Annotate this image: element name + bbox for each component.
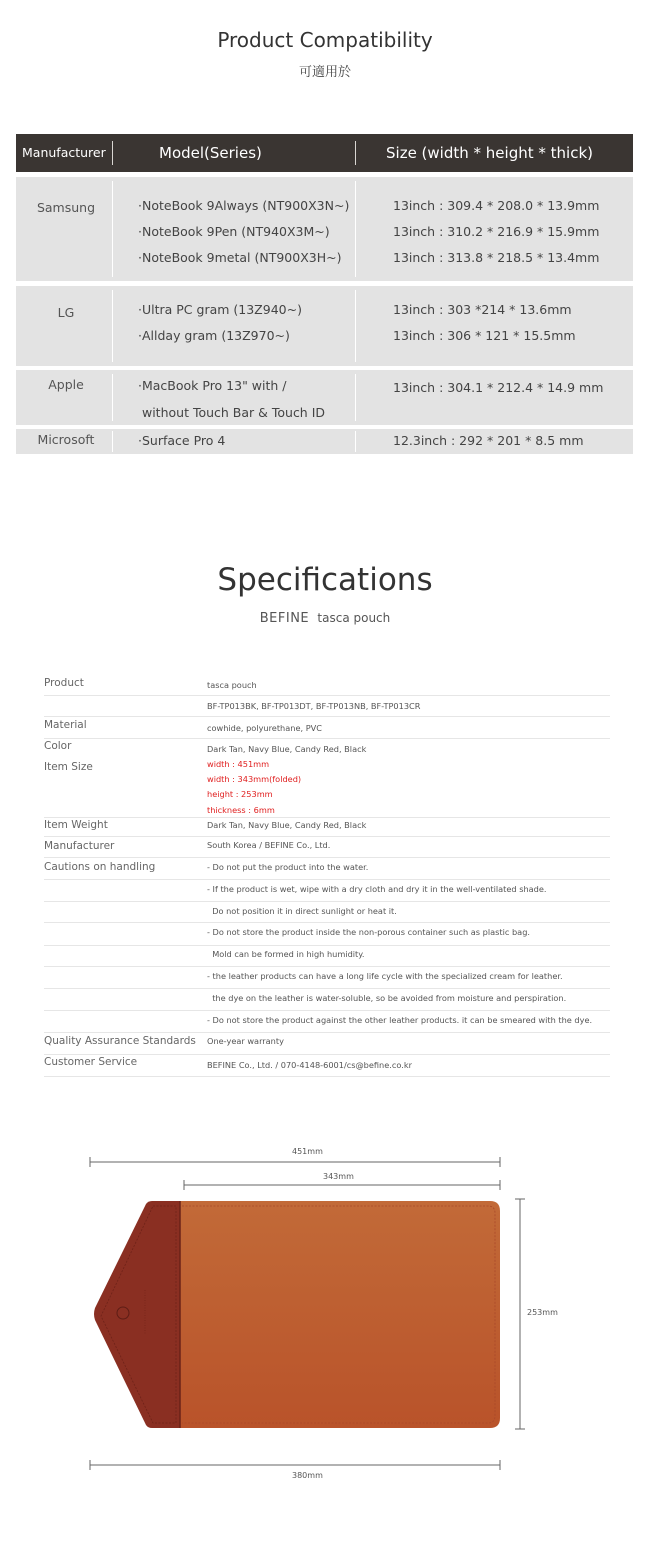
header-size: Size (width * height * thick) — [386, 144, 593, 162]
spec-value: BEFINE Co., Ltd. / 070-4148-6001/cs@befine.co.kr — [207, 1060, 412, 1070]
spec-value: tasca pouch — [207, 680, 257, 690]
size-item: 13inch : 310.2 * 216.9 * 15.9mm — [393, 224, 600, 239]
spec-label: Item Weight — [44, 819, 108, 831]
compat-title: Product Compatibility — [217, 28, 433, 52]
spec-row-models — [44, 696, 610, 717]
spec-row-caution — [44, 902, 610, 923]
spec-row-qa — [44, 1033, 610, 1055]
model-item: ·NoteBook 9metal (NT900X3H~) — [138, 250, 342, 265]
model-item: ·NoteBook 9Always (NT900X3N~) — [138, 198, 350, 213]
header-divider — [112, 141, 113, 165]
size-item: 13inch : 306 * 121 * 15.5mm — [393, 328, 576, 343]
caution-text: Mold can be formed in high humidity. — [207, 949, 365, 959]
spec-value-size: height : 253mm — [207, 789, 273, 799]
size-item: 13inch : 303 *214 * 13.6mm — [393, 302, 572, 317]
column-divider — [355, 431, 356, 452]
model-item: without Touch Bar & Touch ID — [138, 405, 326, 420]
manufacturer-name: Microsoft — [37, 432, 95, 447]
spec-value-size: width : 451mm — [207, 759, 270, 769]
spec-row-caution — [44, 967, 610, 989]
spec-value: cowhide, polyurethane, PVC — [207, 723, 322, 733]
spec-value-size: thickness : 6mm — [207, 805, 275, 815]
spec-label: Cautions on handling — [44, 861, 156, 873]
compat-group-apple — [16, 370, 633, 425]
manufacturer-name: Apple — [48, 377, 84, 392]
dim-label-full-width: 451mm — [292, 1147, 323, 1156]
spec-value: South Korea / BEFINE Co., Ltd. — [207, 840, 331, 850]
spec-subtitle — [0, 611, 650, 626]
spec-value: Dark Tan, Navy Blue, Candy Red, Black — [207, 820, 367, 830]
caution-text: the dye on the leather is water-soluble, so be avoided from moisture and perspiration. — [207, 993, 567, 1003]
manufacturer-name: Samsung — [36, 200, 96, 215]
caution-text: - Do not store the product inside the non-porous container such as plastic bag. — [207, 927, 530, 937]
model-item: ·MacBook Pro 13" with / — [138, 378, 287, 393]
spec-row-customer-service — [44, 1055, 610, 1077]
model-item: ·Allday gram (13Z970~) — [138, 328, 290, 343]
caution-text: Do not position it in direct sunlight or heat it. — [207, 906, 397, 916]
spec-row-caution — [44, 858, 610, 880]
spec-row-weight — [44, 818, 610, 837]
header-divider — [355, 141, 356, 165]
caution-text: - If the product is wet, wipe with a dry cloth and dry it in the well-ventilated shade. — [207, 884, 547, 894]
caution-text: - Do not store the product against the other leather products. it can be smeared with the dye. — [207, 1015, 593, 1025]
spec-label: Color — [44, 740, 72, 752]
manufacturer-name: LG — [57, 305, 75, 320]
compat-subtitle: 可適用於 — [298, 65, 351, 80]
compat-group-lg — [16, 286, 633, 366]
spec-row-caution — [44, 1011, 610, 1033]
spec-label: Material — [44, 719, 87, 731]
pouch-body — [176, 1201, 500, 1428]
spec-row-manufacturer — [44, 837, 610, 858]
header-manufacturer: Manufacturer — [22, 145, 106, 160]
column-divider — [355, 290, 356, 362]
spec-label: Item Size — [44, 761, 93, 773]
spec-row-caution — [44, 880, 610, 902]
compat-group-microsoft — [16, 429, 633, 454]
spec-label: Manufacturer — [44, 840, 115, 852]
spec-row-color-size — [44, 739, 610, 818]
spec-row-caution — [44, 923, 610, 946]
size-item: 13inch : 309.4 * 208.0 * 13.9mm — [393, 198, 600, 213]
compat-table-header — [16, 134, 633, 172]
pouch-flap — [94, 1201, 180, 1428]
spec-row-product — [44, 674, 610, 696]
spec-title: Specifications — [217, 562, 433, 598]
brand-name: BEFINE — [259, 611, 310, 626]
spec-label: Customer Service — [44, 1056, 138, 1068]
column-divider — [355, 181, 356, 277]
column-divider — [112, 181, 113, 277]
pouch-diagram — [0, 1140, 650, 1490]
size-item: 13inch : 304.1 * 212.4 * 14.9 mm — [393, 380, 604, 395]
spec-value: One-year warranty — [207, 1036, 284, 1046]
model-item: ·Ultra PC gram (13Z940~) — [138, 302, 302, 317]
caution-text: - Do not put the product into the water. — [207, 862, 369, 872]
header-model: Model(Series) — [159, 144, 262, 162]
compat-group-samsung — [16, 177, 633, 281]
spec-row-caution — [44, 989, 610, 1011]
spec-label: Product — [44, 677, 84, 689]
size-item: 13inch : 313.8 * 218.5 * 13.4mm — [393, 250, 600, 265]
dim-label-height: 253mm — [527, 1308, 558, 1317]
caution-text: - the leather products can have a long life cycle with the specialized cream for leather. — [207, 971, 563, 981]
model-item: ·NoteBook 9Pen (NT940X3M~) — [138, 224, 330, 239]
column-divider — [355, 374, 356, 421]
spec-value-size: width : 343mm(folded) — [207, 774, 302, 784]
column-divider — [112, 290, 113, 362]
model-item: ·Surface Pro 4 — [138, 433, 226, 448]
spec-row-material — [44, 717, 610, 739]
size-item: 12.3inch : 292 * 201 * 8.5 mm — [393, 433, 584, 448]
spec-row-caution — [44, 946, 610, 967]
spec-value: BF-TP013BK, BF-TP013DT, BF-TP013NB, BF-TP013CR — [207, 701, 421, 711]
dim-label-folded-width: 343mm — [323, 1172, 354, 1181]
dim-label-bottom-width: 380mm — [292, 1471, 323, 1480]
product-name: tasca pouch — [317, 611, 391, 625]
spec-label: Quality Assurance Standards — [44, 1035, 196, 1047]
spec-value: Dark Tan, Navy Blue, Candy Red, Black — [207, 744, 367, 754]
